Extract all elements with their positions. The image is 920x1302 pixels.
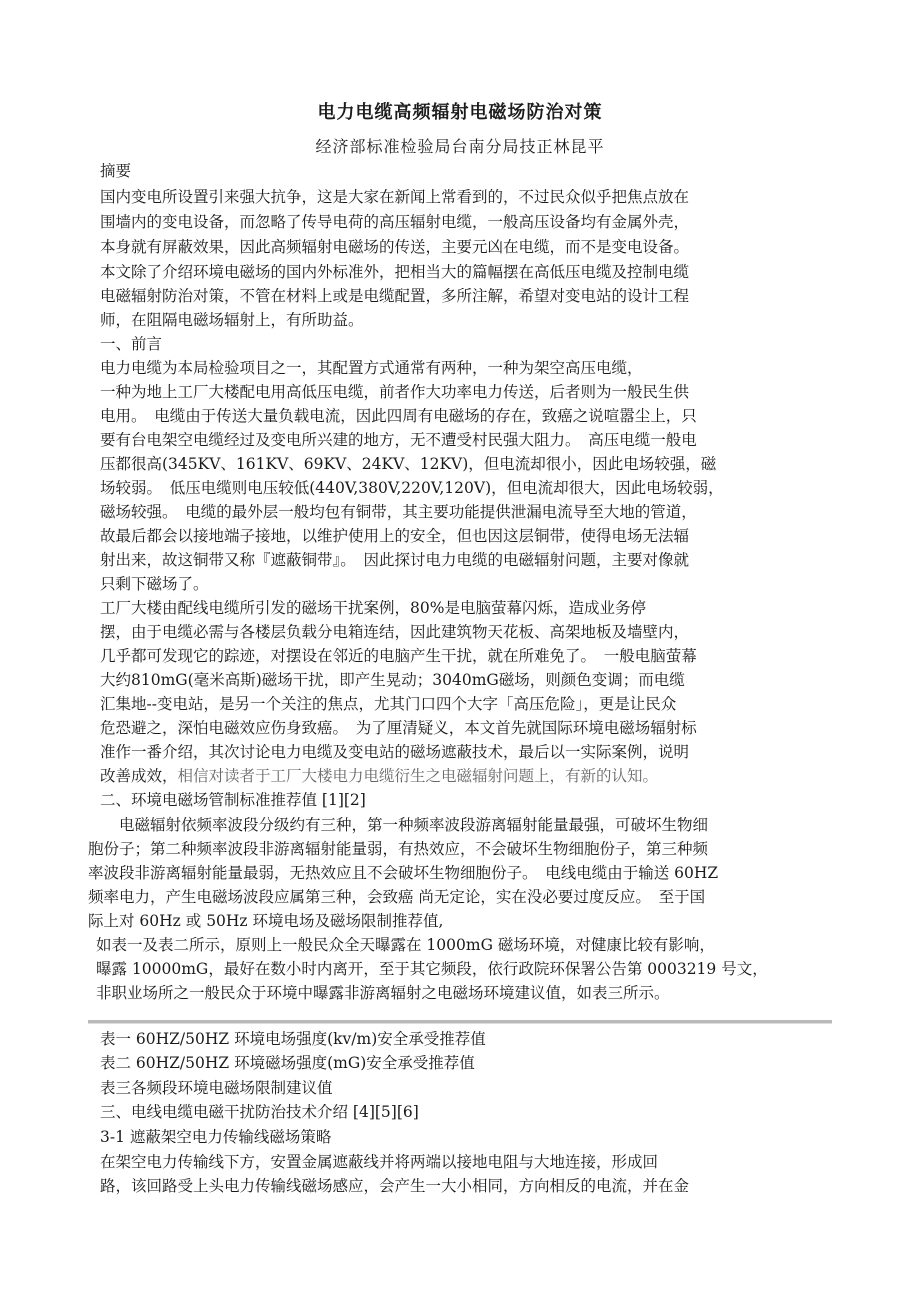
paragraph-line: 危恐避之，深怕电磁效应伤身致癌。 为了厘清疑义，本文首先就国际环境电磁场辐射标: [100, 719, 697, 737]
paragraph-line: 一种为地上工厂大楼配电用高低压电缆，前者作大功率电力传送，后者则为一般民生供: [100, 383, 690, 401]
paragraph-line: 电用。 电缆由于传送大量负载电流，因此四周有电磁场的存在，致癌之说喧嚣尘上，只: [100, 407, 697, 425]
paragraph-line: 如表一及表二所示，原则上一般民众全天曝露在 1000mG 磁场环境，对健康比较有影响，: [96, 936, 715, 954]
table-caption: 表三各频段环境电磁场限制建议值: [100, 1079, 333, 1097]
paragraph-line: 曝露 10000mG，最好在数小时内离开，至于其它频段，依行政院环保署公告第 0003219 号文，: [96, 960, 768, 978]
section-heading-intro: 一、前言: [100, 335, 163, 353]
abstract-line: 师，在阻隔电磁场辐射上，有所助益。: [100, 311, 364, 329]
paragraph-line: 磁场较强。 电缆的最外层一般均包有铜带，其主要功能提供泄漏电流导至大地的管道，: [100, 503, 697, 521]
paragraph-line: 汇集地--变电站，是另一个关注的焦点，尤其门口四个大字「高压危险」，更是让民众: [100, 695, 677, 713]
paragraph-line: 射出来，故这铜带又称『遮蔽铜带』。 因此探讨电力电缆的电磁辐射问题，主要对像就: [100, 551, 690, 569]
paragraph-line: 率波段非游离辐射能量最弱，无热效应且不会破坏生物细胞份子。 电线电缆由于输送 60HZ: [88, 864, 719, 882]
paragraph-line: 准作一番介绍，其次讨论电力电缆及变电站的磁场遮蔽技术，最后以一实际案例，说明: [100, 743, 690, 761]
abstract-line: 本文除了介绍环境电磁场的国内外标准外，把相当大的篇幅摆在高低压电缆及控制电缆: [100, 263, 690, 281]
paragraph-line: 摆，由于电缆必需与各楼层负载分电箱连结，因此建筑物天花板、高架地板及墙壁内，: [100, 623, 690, 641]
paragraph-line: [100, 765, 658, 787]
abstract-line: 国内变电所设置引来强大抗争，这是大家在新闻上常看到的，不过民众似乎把焦点放在: [100, 188, 690, 206]
subsection-heading: 3-1 遮蔽架空电力传输线磁场策略: [100, 1128, 332, 1146]
document-author: 经济部标准检验局台南分局技正林昆平: [315, 137, 605, 156]
paragraph-line-text: 改善成效，: [100, 767, 178, 785]
paragraph-line: 大约810mG(毫米高斯)磁场干扰，即产生晃动；3040mG磁场，则颜色变调；而电缆: [100, 671, 685, 689]
abstract-line: 围墙内的变电设备，而忽略了传导电荷的高压辐射电缆，一般高压设备均有金属外壳，: [100, 213, 690, 231]
horizontal-divider: [88, 1020, 832, 1024]
paragraph-line: 故最后都会以接地端子接地，以维护使用上的安全，但也因这层铜带，使得电场无法辐: [100, 527, 690, 545]
paragraph-line: 压都很高(345KV、161KV、69KV、24KV、12KV)，但电流却很小，因此电场较强，磁: [100, 455, 717, 473]
paragraph-line: 际上对 60Hz 或 50Hz 环境电场及磁场限制推荐值,: [88, 912, 444, 930]
paragraph-line: 电力电缆为本局检验项目之一，其配置方式通常有两种，一种为架空高压电缆，: [100, 359, 643, 377]
section-heading-standards: 二、环境电磁场管制标准推荐值 [1][2]: [100, 791, 366, 809]
paragraph-line: 工厂大楼由配线电缆所引发的磁场干扰案例，80%是电脑萤幕闪烁，造成业务停: [100, 599, 646, 617]
paragraph-line: 电磁辐射依频率波段分级约有三种，第一种频率波段游离辐射能量最强，可破坏生物细: [88, 816, 709, 834]
paragraph-line: 在架空电力传输线下方，安置金属遮蔽线并将两端以接地电阻与大地连接，形成回: [100, 1153, 659, 1171]
paragraph-line: 要有台电架空电缆经过及变电所兴建的地方，无不遭受村民强大阻力。 高压电缆一般电: [100, 431, 697, 449]
paragraph-line: 几乎都可发现它的踪迹，对摆设在邻近的电脑产生干扰，就在所难免了。 一般电脑萤幕: [100, 647, 697, 665]
paragraph-line: 只剩下磁场了。: [100, 575, 209, 593]
abstract-line: 电磁辐射防治对策，不管在材料上或是电缆配置，多所注解，希望对变电站的设计工程: [100, 287, 690, 305]
paragraph-line: 非职业场所之一般民众于环境中曝露非游离辐射之电磁场环境建议值，如表三所示。: [96, 984, 670, 1002]
abstract-heading: 摘要: [100, 162, 132, 180]
table-caption: 表一 60HZ/50HZ 环境电场强度(kv/m)安全承受推荐值: [100, 1030, 486, 1048]
paragraph-line-text-gray: 相信对读者于工厂大楼电力电缆衍生之电磁辐射问题上，有新的认知。: [177, 767, 659, 785]
paragraph-line: 路，该回路受上头电力传输线磁场感应，会产生一大小相同，方向相反的电流，并在金: [100, 1177, 690, 1195]
paragraph-line: 场较弱。 低压电缆则电压较低(440V,380V,220V,120V)，但电流却很大，因此电场较弱，: [100, 479, 724, 497]
abstract-line: 本身就有屏蔽效果，因此高频辐射电磁场的传送，主要元凶在电缆，而不是变电设备。: [100, 238, 690, 256]
document-title: 电力电缆高频辐射电磁场防治对策: [317, 102, 603, 123]
paragraph-line: 胞份子；第二种频率波段非游离辐射能量弱，有热效应，不会破坏生物细胞份子，第三种频: [88, 840, 709, 858]
paragraph-line: 频率电力，产生电磁场波段应属第三种，会致癌 尚无定论，实在没必要过度反应。 至于国: [88, 888, 706, 906]
table-caption: 表二 60HZ/50HZ 环境磁场强度(mG)安全承受推荐值: [100, 1054, 475, 1072]
section-heading-techniques: 三、电线电缆电磁干扰防治技术介绍 [4][5][6]: [100, 1103, 419, 1121]
